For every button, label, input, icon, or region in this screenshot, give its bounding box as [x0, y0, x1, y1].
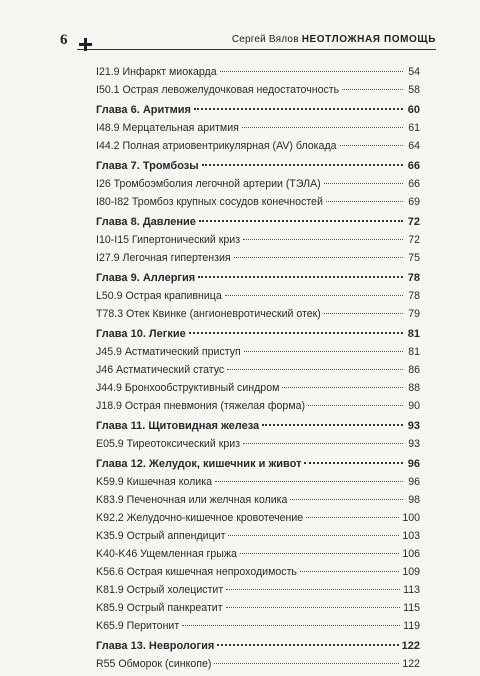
dot-leader [220, 70, 403, 72]
toc-label: J46 Астматический статус [96, 364, 225, 376]
toc-chapter [96, 216, 420, 234]
toc-page-number: 100 [402, 512, 420, 524]
dot-leader [342, 88, 403, 90]
dot-leader [308, 404, 403, 406]
toc-entry [96, 66, 420, 84]
toc-page-number: 66 [408, 178, 420, 190]
toc-label: K92.2 Желудочно-кишечное кровотечение [96, 512, 304, 524]
toc-label: K56.6 Острая кишечная непроходимость [96, 566, 297, 578]
toc-label: E05.9 Тиреотоксический криз [96, 438, 241, 450]
toc-page-number: 86 [408, 364, 420, 376]
toc-page-number: 96 [408, 476, 420, 488]
toc-label: I26 Тромбоэмболия легочной артерии (ТЭЛА) [96, 178, 321, 190]
toc-page-number: 90 [408, 400, 420, 412]
toc-entry [96, 346, 420, 364]
toc-page-number: 106 [402, 548, 420, 560]
toc-entry [96, 438, 420, 456]
dot-leader [243, 442, 403, 444]
dot-leader [240, 552, 399, 554]
toc-chapter [96, 104, 420, 122]
toc-label: K35.9 Острый аппендицит [96, 530, 226, 542]
toc-label: Глава 13. Неврология [96, 640, 215, 652]
toc-label: Глава 10. Легкие [96, 328, 186, 340]
toc-chapter [96, 420, 420, 438]
toc-entry [96, 584, 420, 602]
toc-entry [96, 364, 420, 382]
toc-label: I48.9 Мерцательная аритмия [96, 122, 239, 134]
toc-entry [96, 234, 420, 252]
header-rule [77, 49, 436, 50]
toc-entry [96, 178, 420, 196]
dot-leader [228, 534, 399, 536]
toc-label: Глава 8. Давление [96, 216, 196, 228]
dot-leader [300, 570, 399, 572]
toc-page-number: 64 [408, 140, 420, 152]
dot-leader [199, 219, 403, 222]
toc-label: K85.9 Острый панкреатит [96, 602, 223, 614]
toc-page-number: 93 [408, 438, 420, 450]
toc-label: J18.9 Острая пневмония (тяжелая форма) [96, 400, 306, 412]
toc-page-number: 122 [401, 640, 420, 652]
toc-page-number: 69 [408, 196, 420, 208]
toc-page-number: 115 [403, 602, 420, 614]
toc-page-number: 93 [407, 420, 420, 432]
toc-page-number: 109 [402, 566, 420, 578]
toc-label: I80-I82 Тромбоз крупных сосудов конечностей [96, 196, 323, 208]
toc-page-number: 58 [408, 84, 420, 96]
dot-leader [217, 643, 398, 646]
toc-page-number: 81 [407, 328, 420, 340]
page-number: 6 [60, 32, 68, 48]
toc-page-number: 96 [407, 458, 420, 470]
toc-page-number: 79 [408, 308, 420, 320]
dot-leader [226, 588, 400, 590]
dot-leader [304, 461, 403, 464]
toc-chapter [96, 160, 420, 178]
toc-label: Глава 12. Желудок, кишечник и живот [96, 458, 302, 470]
dot-leader [326, 200, 403, 202]
toc-entry [96, 140, 420, 158]
toc-label: J44.9 Бронхообструктивный синдром [96, 382, 280, 394]
toc-label: R55 Обморок (синкопе) [96, 658, 212, 670]
dot-leader [243, 238, 403, 240]
dot-leader [242, 126, 403, 128]
toc-page-number: 66 [407, 160, 420, 172]
book-title: НЕОТЛОЖНАЯ ПОМОЩЬ [301, 34, 436, 45]
dot-leader [214, 662, 399, 664]
dot-leader [198, 275, 403, 278]
toc-entry [96, 602, 420, 620]
table-of-contents [96, 66, 420, 676]
dot-leader [290, 498, 403, 500]
toc-label: Глава 7. Тромбозы [96, 160, 199, 172]
toc-page-number: 78 [407, 272, 420, 284]
dot-leader [324, 182, 403, 184]
toc-label: I10-I15 Гипертонический криз [96, 234, 241, 246]
toc-entry [96, 512, 420, 530]
author-name: Сергей Вялов [231, 34, 299, 45]
toc-entry [96, 196, 420, 214]
dot-leader [340, 144, 403, 146]
dot-leader [189, 331, 403, 334]
toc-label: L50.9 Острая крапивница [96, 290, 222, 302]
toc-label: Глава 11. Щитовидная железа [96, 420, 260, 432]
toc-entry [96, 84, 420, 102]
toc-page-number: 81 [408, 346, 420, 358]
toc-entry [96, 252, 420, 270]
dot-leader [262, 423, 403, 426]
dot-leader [306, 516, 399, 518]
toc-entry [96, 122, 420, 140]
toc-page-number: 61 [408, 122, 420, 134]
toc-label: K83.9 Печеночная или желчная колика [96, 494, 288, 506]
dot-leader [226, 606, 401, 608]
toc-page-number: 72 [407, 216, 420, 228]
toc-entry [96, 308, 420, 326]
toc-chapter [96, 458, 420, 476]
dot-leader [194, 107, 403, 110]
toc-entry [96, 476, 420, 494]
dot-leader [182, 624, 400, 626]
toc-page-number: 78 [408, 290, 420, 302]
toc-entry [96, 400, 420, 418]
toc-page-number: 122 [402, 658, 420, 670]
dot-leader [244, 350, 403, 352]
toc-page-number: 113 [403, 584, 420, 596]
toc-page-number: 103 [402, 530, 420, 542]
toc-page-number: 54 [408, 66, 420, 78]
toc-page-number: 75 [408, 252, 420, 264]
dot-leader [225, 294, 403, 296]
toc-entry [96, 548, 420, 566]
toc-label: Глава 9. Аллергия [96, 272, 196, 284]
toc-page-number: 60 [407, 104, 420, 116]
toc-label: I50.1 Острая левожелудочковая недостаточность [96, 84, 340, 96]
toc-page-number: 98 [408, 494, 420, 506]
plus-icon [79, 38, 92, 51]
dot-leader [227, 368, 403, 370]
toc-label: I21.9 Инфаркт миокарда [96, 66, 217, 78]
running-head [232, 34, 436, 45]
toc-entry [96, 382, 420, 400]
toc-label: I44.2 Полная атриовентрикулярная (AV) блокада [96, 140, 337, 152]
toc-entry [96, 620, 420, 638]
running-header [60, 32, 436, 48]
toc-label: Глава 6. Аритмия [96, 104, 191, 116]
toc-label: J45.9 Астматический приступ [96, 346, 241, 358]
toc-label: K59.9 Кишечная колика [96, 476, 212, 488]
toc-entry [96, 530, 420, 548]
toc-label: K81.9 Острый холецистит [96, 584, 224, 596]
dot-leader [282, 386, 403, 388]
toc-entry [96, 494, 420, 512]
toc-entry [96, 290, 420, 308]
toc-chapter [96, 328, 420, 346]
toc-label: K65.9 Перитонит [96, 620, 180, 632]
toc-label: I27.9 Легочная гипертензия [96, 252, 231, 264]
toc-entry [96, 566, 420, 584]
dot-leader [215, 480, 403, 482]
toc-chapter [96, 640, 420, 658]
toc-label: K40-K46 Ущемленная грыжа [96, 548, 237, 560]
toc-chapter [96, 272, 420, 290]
toc-entry [96, 658, 420, 676]
toc-label: T78.3 Отек Квинке (ангионевротический отек) [96, 308, 321, 320]
toc-page-number: 88 [408, 382, 420, 394]
dot-leader [202, 163, 403, 166]
dot-leader [324, 312, 403, 314]
toc-page-number: 72 [408, 234, 420, 246]
dot-leader [234, 256, 403, 258]
toc-page-number: 119 [403, 620, 420, 632]
